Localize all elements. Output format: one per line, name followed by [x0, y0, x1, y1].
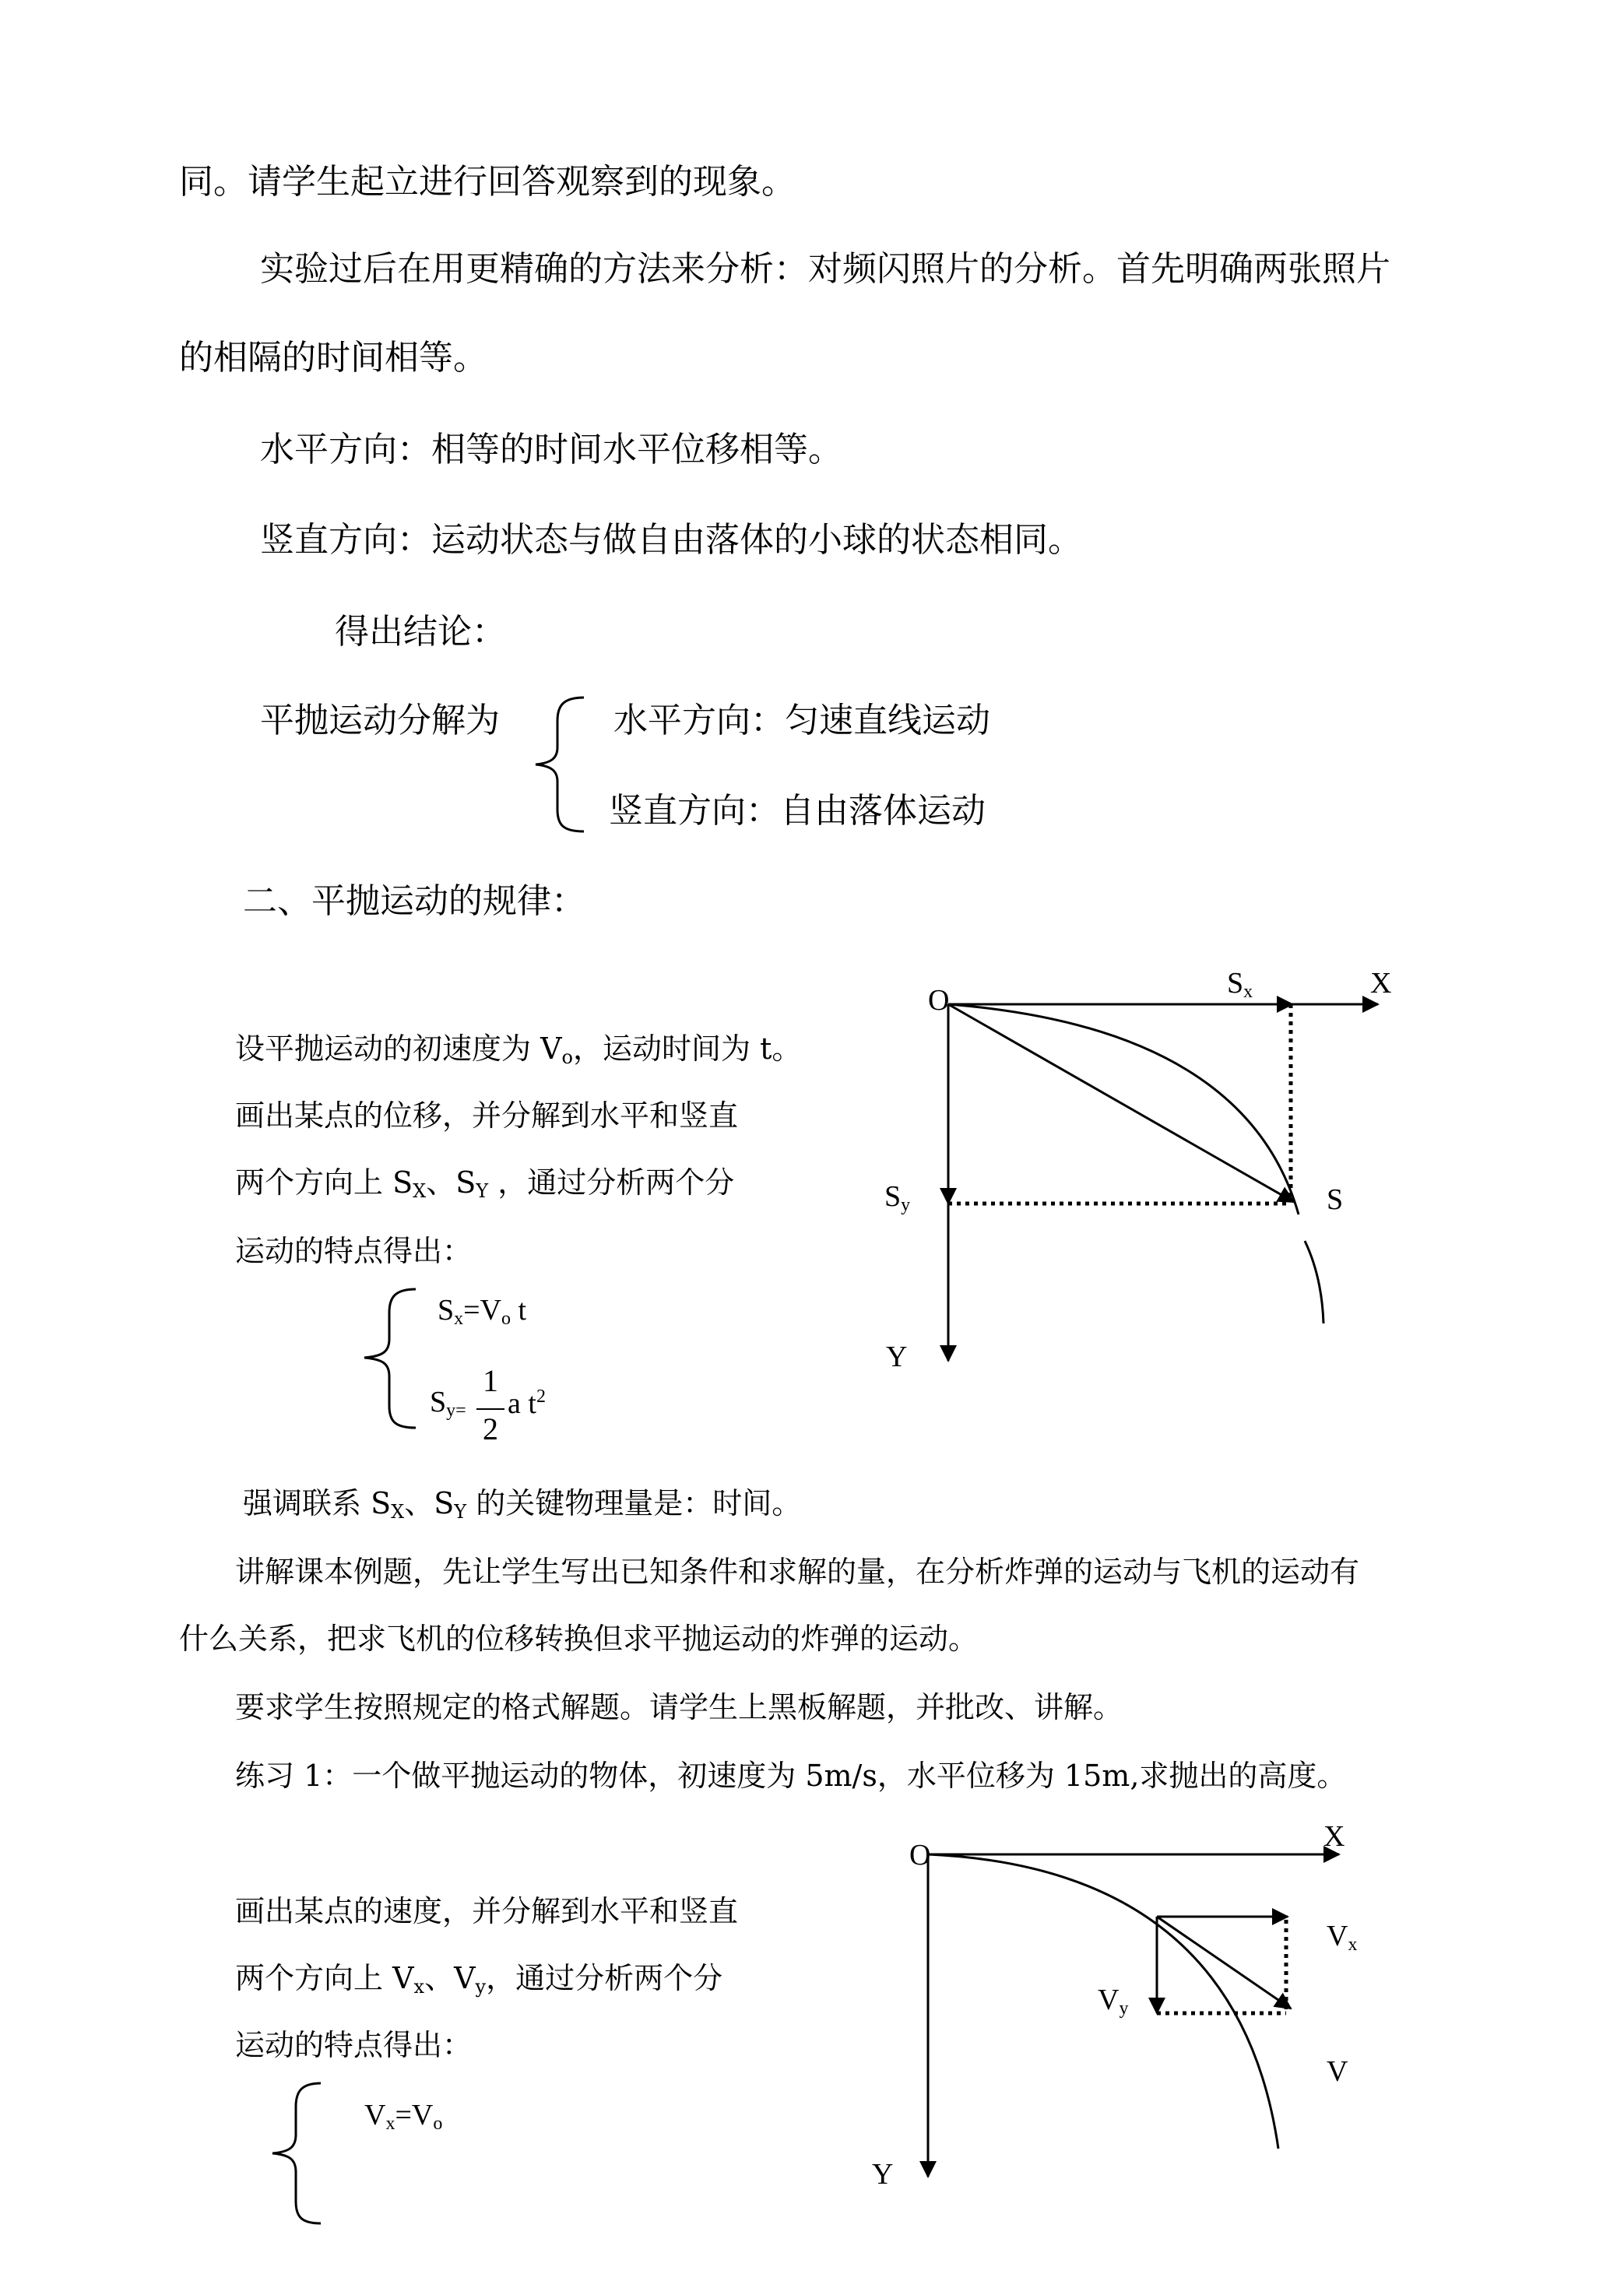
decomposition-label: 平抛运动分解为: [260, 701, 500, 740]
displacement-brace: [364, 1289, 416, 1428]
decomposition-horizontal: 水平方向：匀速直线运动: [613, 701, 990, 740]
emphasis-line: 强调联系 $S_X$、$S_Y$ 的关键物理量是：时间。: [243, 1486, 802, 1523]
displacement-line-4: 运动的特点得出：: [235, 1234, 473, 1268]
diagram2-trajectory: [928, 1854, 1278, 2149]
example-line-2: 什么关系，把求飞机的位移转换但求平抛运动的炸弹的运动。: [179, 1622, 979, 1656]
paragraph-2-line2: 的相隔的时间相等。: [179, 338, 487, 378]
displacement-line-2: 画出某点的位移，并分解到水平和竖直: [235, 1098, 739, 1133]
paragraph-horizontal: 水平方向：相等的时间水平位移相等。: [260, 430, 842, 469]
equation-vx: $V_x=V_o$: [364, 2099, 443, 2134]
diagram1-trajectory: [948, 1004, 1299, 1214]
diagram1-sx-label: $S_x$: [1227, 967, 1253, 1002]
paragraph-vertical: 竖直方向：运动状态与做自由落体的小球的状态相同。: [260, 520, 1082, 560]
velocity-line-3: 运动的特点得出：: [235, 2028, 473, 2062]
velocity-brace: [272, 2083, 321, 2223]
diagram1-y-axis-label: Y: [886, 1341, 908, 1373]
diagram2-origin-label: O: [909, 1839, 931, 1871]
fraction-denominator: 2: [483, 1411, 498, 1446]
velocity-line-2: 两个方向上 $V_x$、$V_y$，通过分析两个分: [235, 1961, 723, 1998]
section-2-heading: 二、平抛运动的规律：: [243, 881, 585, 921]
displacement-line-3: 两个方向上 $S_X$、$S_Y$ ，通过分析两个分: [235, 1165, 735, 1202]
example-line-1: 讲解课本例题，先让学生写出已知条件和求解的量，在分析炸弹的运动与飞机的运动有: [235, 1555, 1360, 1589]
displacement-line-1: 设平抛运动的初速度为 $V_o$，运动时间为 t。: [235, 1032, 802, 1068]
diagram1-x-axis-label: X: [1370, 967, 1392, 1000]
equation-sy: $S_{y=}$: [430, 1386, 466, 1421]
diagram2-vx-label: $V_x$: [1327, 1920, 1358, 1955]
fraction-numerator: 1: [483, 1363, 498, 1398]
diagram1-trajectory-tail: [1305, 1241, 1323, 1323]
decomposition-brace: [536, 698, 584, 831]
diagram1-origin-label: O: [928, 984, 950, 1017]
paragraph-conclusion: 得出结论：: [335, 612, 506, 652]
diagram2-v-label: V: [1327, 2055, 1348, 2088]
exercise-1: 练习 1：一个做平抛运动的物体，初速度为 5m/s，水平位移为 15m,求抛出的高度。: [235, 1759, 1347, 1793]
diagram2-vy-label: $V_y$: [1098, 1984, 1129, 2019]
diagram1-sy-label: $S_y$: [884, 1180, 911, 1215]
velocity-line-1: 画出某点的速度，并分解到水平和竖直: [235, 1894, 739, 1928]
equation-sy-rest: a $t^2$: [508, 1386, 546, 1420]
example-line-3: 要求学生按照规定的格式解题。请学生上黑板解题，并批改、讲解。: [235, 1690, 1123, 1724]
diagram1-s-label: S: [1327, 1183, 1344, 1216]
diagram2-x-axis-label: X: [1323, 1820, 1345, 1853]
displacement-diagram: [948, 1004, 1378, 1361]
velocity-diagram: [928, 1854, 1339, 2177]
paragraph-1: 同。请学生起立进行回答观察到的现象。: [179, 162, 796, 202]
diagram2-y-axis-label: Y: [872, 2158, 894, 2191]
decomposition-vertical: 竖直方向：自由落体运动: [609, 791, 986, 831]
paragraph-2-line1: 实验过后在用更精确的方法来分析：对频闪照片的分析。首先明确两张照片: [260, 249, 1390, 289]
equation-sx: $S_x=V_o$ t: [438, 1294, 527, 1329]
diagram1-s-arrow: [948, 1004, 1294, 1202]
